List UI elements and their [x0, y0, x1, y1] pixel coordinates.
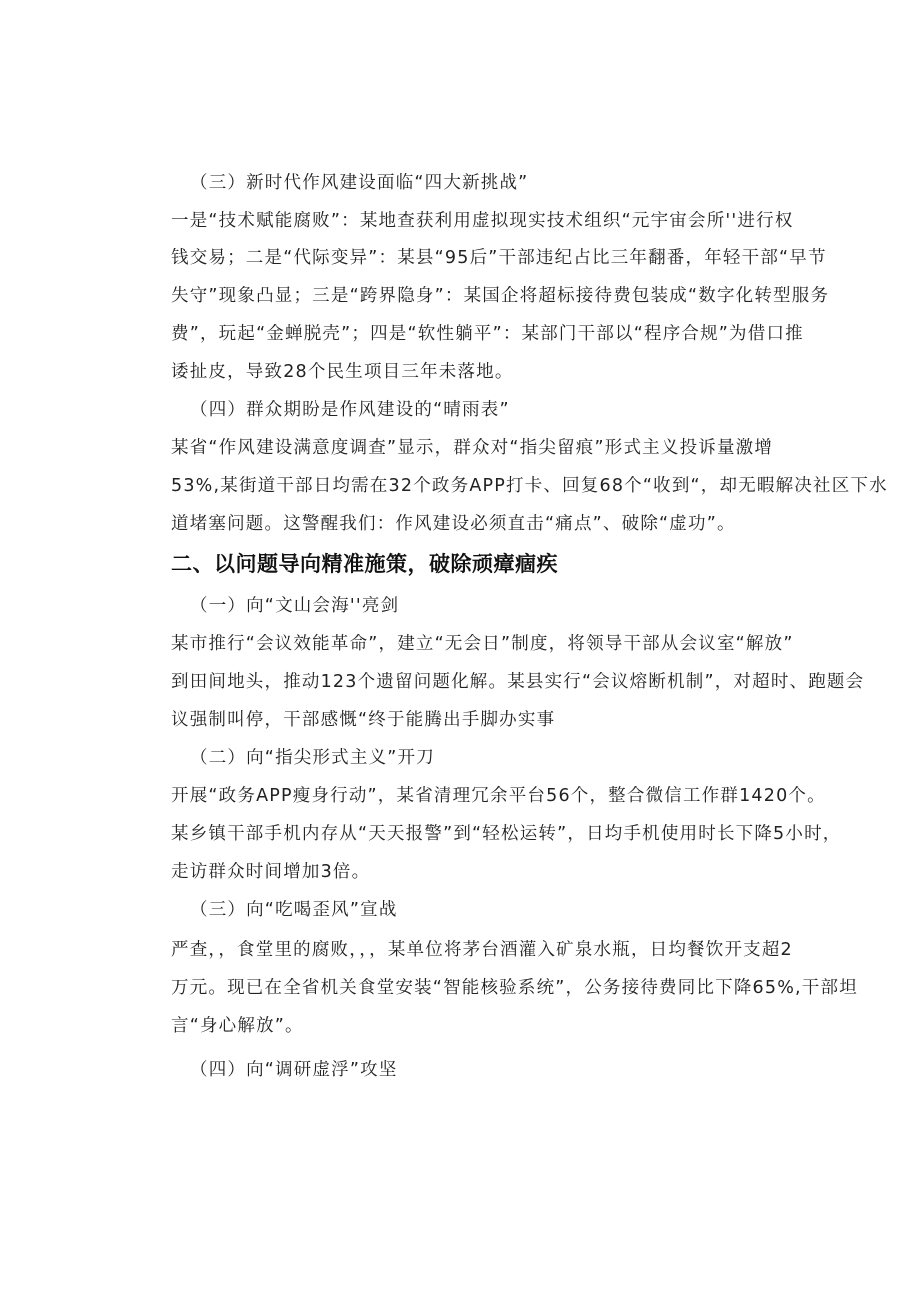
paragraph-line: 到田间地头，推动123个遗留问题化解。某县实行“会议熔断机制”，对超时、跑题会 — [171, 672, 865, 692]
section-title: 二、以问题导向精准施策，破除顽瘴痼疾 — [171, 552, 558, 576]
paragraph-line: 道堵塞问题。这警醒我们：作风建设必须直击“痛点”、破除“虚功”。 — [171, 514, 736, 534]
paragraph-line: 议强制叫停，干部感慨“终于能腾出手脚办实事 — [171, 710, 556, 730]
paragraph-line: 万元。现已在全省机关食堂安装“智能核验系统”，公务接待费同比下降65%,干部坦 — [171, 978, 858, 998]
subheading-meetings: （一）向“文山会海''亮剑 — [190, 596, 400, 616]
paragraph-line: 某乡镇干部手机内存从“天天报警”到“轻松运转”，日均手机使用时长下降5小时， — [171, 824, 842, 844]
paragraph-line: 费”，玩起“金蝉脱壳”；四是“软性躺平”：某部门干部以“程序合规”为借口推 — [171, 324, 804, 344]
paragraph-line: 诿扯皮，导致28个民生项目三年未落地。 — [171, 362, 514, 382]
subheading-public-expectation: （四）群众期盼是作风建设的“晴雨表” — [190, 400, 510, 420]
subheading-research: （四）向“调研虚浮”攻坚 — [190, 1060, 398, 1080]
paragraph-line: 钱交易；二是“代际变异”：某县“95后”干部违纪占比三年翻番，年轻干部“早节 — [171, 248, 827, 268]
paragraph-line: 一是“技术赋能腐败”：某地查获利用虚拟现实技术组织“元宇宙会所''进行权 — [171, 211, 794, 231]
subheading-dining: （三）向“吃喝歪风”宣战 — [190, 900, 398, 920]
subheading-fingertip-formalism: （二）向“指尖形式主义”开刀 — [190, 748, 435, 768]
subheading-challenges: （三）新时代作风建设面临“四大新挑战” — [190, 173, 529, 193]
paragraph-line: 53%,某街道干部日均需在32个政务APP打卡、回复68个“收到“，却无暇解决社区下水 — [171, 476, 888, 496]
paragraph-line: 失守”现象凸显；三是“跨界隐身”：某国企将超标接待费包装成“数字化转型服务 — [171, 286, 830, 306]
paragraph-line: 某省“作风建设满意度调查”显示，群众对“指尖留痕”形式主义投诉量激增 — [171, 438, 774, 458]
paragraph-line: 言“身心解放”。 — [171, 1016, 304, 1036]
paragraph-line: 严查，，食堂里的腐败，，，某单位将茅台酒灌入矿泉水瓶，日均餐饮开支超2 — [171, 940, 793, 960]
paragraph-line: 某市推行“会议效能革命”，建立“无会日”制度，将领导干部从会议室“解放” — [171, 634, 794, 654]
paragraph-line: 走访群众时间增加3倍。 — [171, 862, 371, 882]
paragraph-line: 开展“政务APP瘦身行动”，某省清理冗余平台56个，整合微信工作群1420个。 — [171, 786, 826, 806]
